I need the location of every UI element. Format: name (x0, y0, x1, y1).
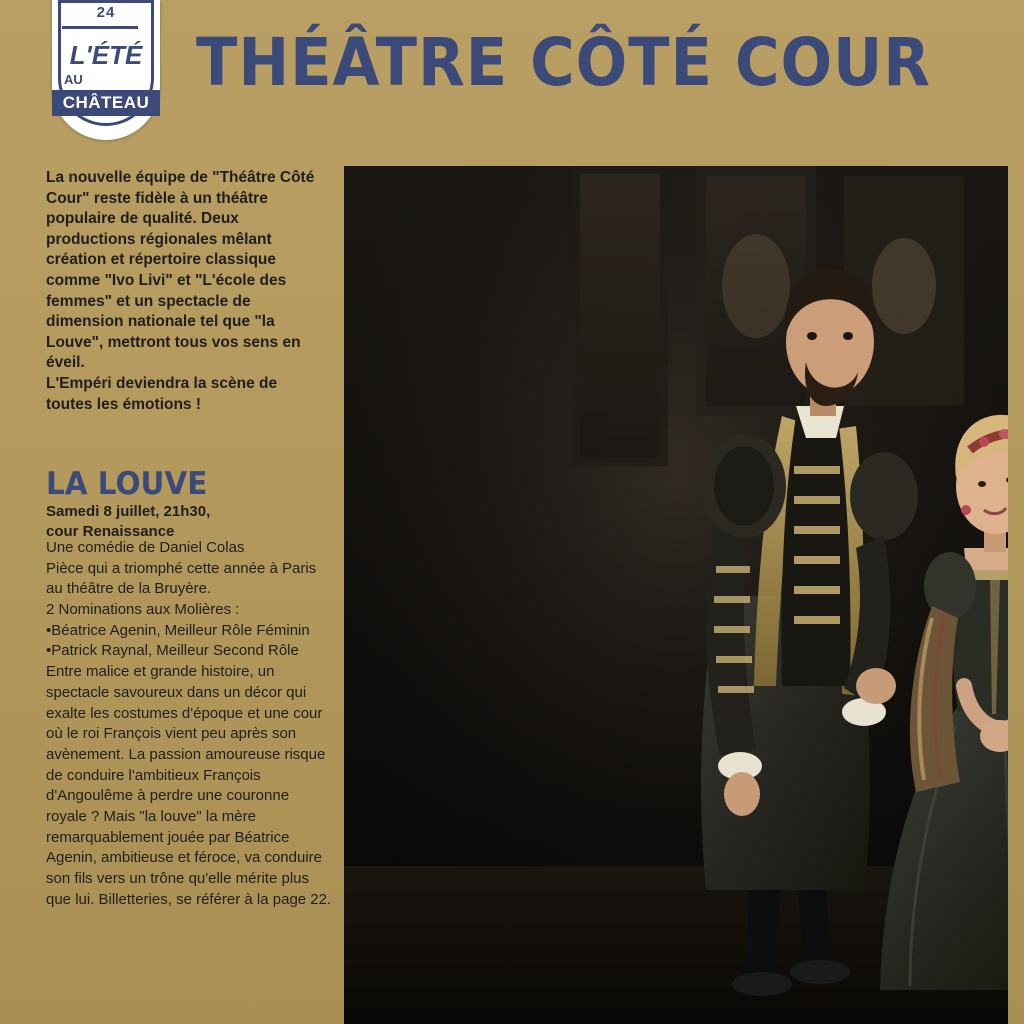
production-photo (344, 166, 1008, 1024)
section-paragraph: Entre malice et grande histoire, un spectacle savoureux dans un décor qui exalte les costumes d'époque et une cour où le roi François vient peu après son avènement. La passion amoureuse risque de conduire l'ambitieux François d'Angoulême à perdre une couronne royale ? Mais "la louve" la mère remarquablement jouée par Béatrice Agenin, ambitieuse et féroce, va conduire son fils vers un trône qu'elle mérite plus que lui. Billetteries, se référer à la page 22. (46, 663, 332, 908)
badge-line-au: AU (64, 72, 83, 87)
badge-divider (62, 26, 138, 29)
section-paragraph: Une comédie de Daniel Colas (46, 539, 245, 556)
section-body (46, 538, 334, 910)
summer-badge-logo (52, 0, 160, 140)
intro-text: La nouvelle équipe de "Théâtre Côté Cour" reste fidèle à un théâtre populaire de qualité. Deux productions régionales mêlant création et répertoire classique comme "Ivo Livi" et "L'école des femmes" et un spectacle de dimension nationale tel que "la Louve", mettront tous vos sens en éveil. L'Empéri deviendra la scène de toutes les émotions ! (46, 169, 315, 413)
section-paragraph: 2 Nominations aux Molières : (46, 601, 240, 619)
section-title-la-louve: LA LOUVE (46, 466, 208, 502)
section-paragraph: •Béatrice Agenin, Meilleur Rôle Féminin (46, 621, 310, 639)
badge-page-number: 24 (96, 4, 116, 21)
badge-line-chateau: CHÂTEAU (52, 90, 160, 116)
badge-line-ete: L'ÉTÉ (69, 40, 143, 70)
section-paragraph: •Patrick Raynal, Meilleur Second Rôle (46, 642, 299, 660)
page-title: THÉÂTRE CÔTÉ COUR (196, 24, 931, 101)
section-subtitle: Samedi 8 juillet, 21h30, cour Renaissance (46, 503, 211, 540)
section-paragraph: Pièce qui a triomphé cette année à Paris au théâtre de la Bruyère. (46, 559, 317, 598)
